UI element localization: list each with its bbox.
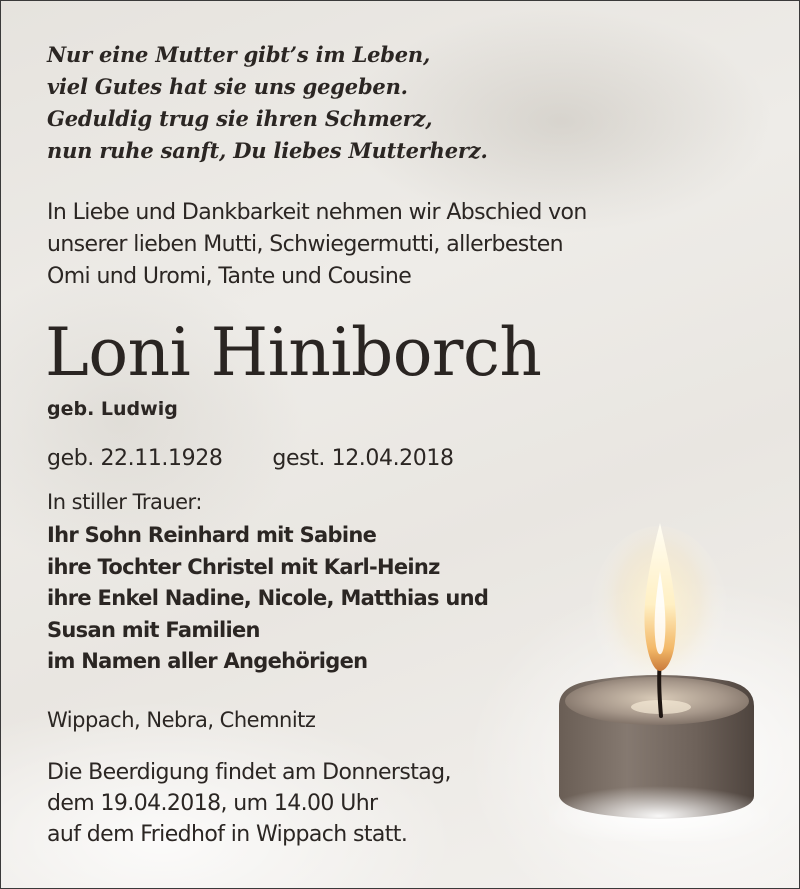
funeral-details: [47, 757, 451, 850]
candle-icon: [549, 511, 769, 841]
intro-line: In Liebe und Dankbarkeit nehmen wir Abschied von: [47, 200, 587, 225]
mourner-line: Susan mit Familien: [47, 617, 260, 642]
funeral-line: dem 19.04.2018, um 14.00 Uhr: [47, 791, 378, 816]
mourning-label: In stiller Trauer:: [47, 490, 202, 514]
mourner-line: Ihr Sohn Reinhard mit Sabine: [47, 523, 377, 547]
funeral-line: Die Beerdigung findet am Donnerstag,: [47, 760, 451, 785]
mourners-list: [47, 520, 488, 678]
poem-verse: [47, 39, 488, 167]
poem-line: Geduldig trug sie ihren Schmerz,: [47, 106, 433, 131]
mourner-line: ihre Enkel Nadine, Nicole, Matthias und: [47, 586, 489, 610]
intro-line: Omi und Uromi, Tante und Cousine: [47, 264, 412, 289]
deceased-name: Loni Hiniborch: [45, 314, 542, 391]
life-dates: [47, 443, 454, 475]
intro-text: [47, 197, 587, 293]
maiden-name: geb. Ludwig: [47, 398, 178, 420]
funeral-line: auf dem Friedhof in Wippach statt.: [47, 822, 408, 847]
intro-line: unserer lieben Mutti, Schwiegermutti, allerbesten: [47, 232, 563, 257]
poem-line: viel Gutes hat sie uns gegeben.: [47, 74, 408, 99]
mourner-line: im Namen aller Angehörigen: [47, 649, 368, 673]
poem-line: nun ruhe sanft, Du liebes Mutterherz.: [47, 138, 488, 163]
places-of-residence: Wippach, Nebra, Chemnitz: [47, 708, 316, 732]
mourner-line: ihre Tochter Christel mit Karl-Heinz: [47, 554, 440, 579]
poem-line: Nur eine Mutter gibt’s im Leben,: [47, 42, 431, 67]
birth-date: geb. 22.11.1928: [47, 446, 223, 471]
death-date: gest. 12.04.2018: [272, 446, 454, 471]
